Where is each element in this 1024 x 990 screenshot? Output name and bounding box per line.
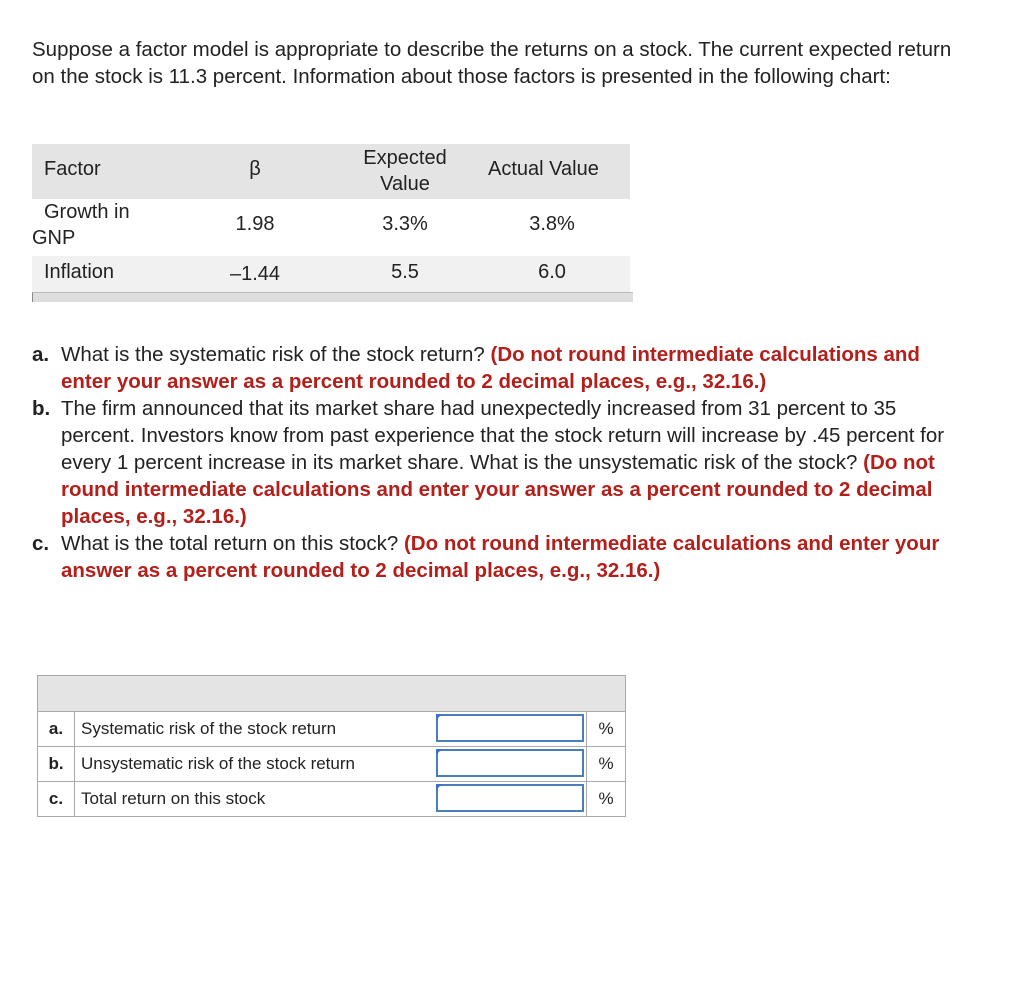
percent-unit: % xyxy=(586,712,625,746)
actual-value: 6.0 xyxy=(538,261,566,283)
expected-value: 5.5 xyxy=(391,261,419,283)
input-flag-icon xyxy=(436,784,442,790)
question-a-text: What is the systematic risk of the stock return? xyxy=(61,343,485,366)
row-description: Total return on this stock xyxy=(81,789,266,808)
row-description: Systematic risk of the stock return xyxy=(81,719,337,738)
factor-row-inflation xyxy=(32,256,630,292)
factor-name: Growth in GNP xyxy=(32,201,130,249)
answer-row-a xyxy=(38,712,625,747)
row-label: c. xyxy=(38,782,75,816)
question-b-text: The firm announced that its market share had unexpectedly increased from 31 percent to 35 percent. Investors know from past experience that the stock return will increase by .45 percent for every 1 percent increase in its market share. What is the unsystematic risk of the stock? xyxy=(61,397,945,474)
systematic-risk-input[interactable] xyxy=(436,714,584,742)
question-c-instruction: (Do not round intermediate calculations and enter your answer as a percent rounded to 2 decimal places, e.g., 32.16.) xyxy=(61,532,940,582)
question-a-instruction: (Do not round intermediate calculations and enter your answer as a percent rounded to 2 decimal places, e.g., 32.16.) xyxy=(61,343,920,393)
percent-unit: % xyxy=(586,782,625,816)
factor-table xyxy=(32,144,630,292)
beta-value: –1.44 xyxy=(229,263,281,285)
unsystematic-risk-input[interactable] xyxy=(436,749,584,777)
header-factor: Factor xyxy=(44,158,101,180)
question-b: b. The firm announced that its market share had unexpectedly increased from 31 percent to 35 percent. Investors know from past experience that the stock return will increase by .45 percent for every 1 percent increase in its market share. What is the unsystematic risk of the stock? (Do not round intermediate calculations and enter your answer as a percent rounded to 2 decimal places, e.g., 32.16.) xyxy=(32,397,945,528)
factor-row-gnp xyxy=(32,199,630,256)
row-label: a. xyxy=(38,712,75,746)
percent-unit: % xyxy=(586,747,625,781)
answer-table-header xyxy=(38,676,625,712)
header-expected-value: Expected Value xyxy=(363,147,447,195)
question-c-text: What is the total return on this stock? xyxy=(61,532,399,555)
expected-value: 3.3% xyxy=(382,213,428,235)
answer-table xyxy=(37,675,626,817)
question-b-instruction: (Do not round intermediate calculations and enter your answer as a percent rounded to 2 decimal places, e.g., 32.16.) xyxy=(61,451,935,528)
input-flag-icon xyxy=(436,714,442,720)
table-divider xyxy=(32,292,633,302)
factor-name: Inflation xyxy=(44,261,115,283)
input-flag-icon xyxy=(436,749,442,755)
answer-row-b xyxy=(38,747,625,782)
beta-value: 1.98 xyxy=(235,213,275,235)
actual-value: 3.8% xyxy=(529,213,575,235)
row-label: b. xyxy=(38,747,75,781)
question-c: c. What is the total return on this stock? (Do not round intermediate calculations and enter your answer as a percent rounded to 2 decimal places, e.g., 32.16.) xyxy=(32,532,940,582)
header-beta: β xyxy=(249,158,261,180)
row-description: Unsystematic risk of the stock return xyxy=(81,754,355,773)
questions xyxy=(32,341,960,584)
question-a: a. What is the systematic risk of the stock return? (Do not round intermediate calculations and enter your answer as a percent rounded to 2 decimal places, e.g., 32.16.) xyxy=(32,343,920,393)
answer-row-c xyxy=(38,782,625,816)
total-return-input[interactable] xyxy=(436,784,584,812)
factor-table-header xyxy=(32,144,630,199)
problem-intro: Suppose a factor model is appropriate to describe the returns on a stock. The current expected return on the stock is 11.3 percent. Information about those factors is presented in the following chart: xyxy=(32,38,952,88)
header-actual-value: Actual Value xyxy=(488,158,599,180)
